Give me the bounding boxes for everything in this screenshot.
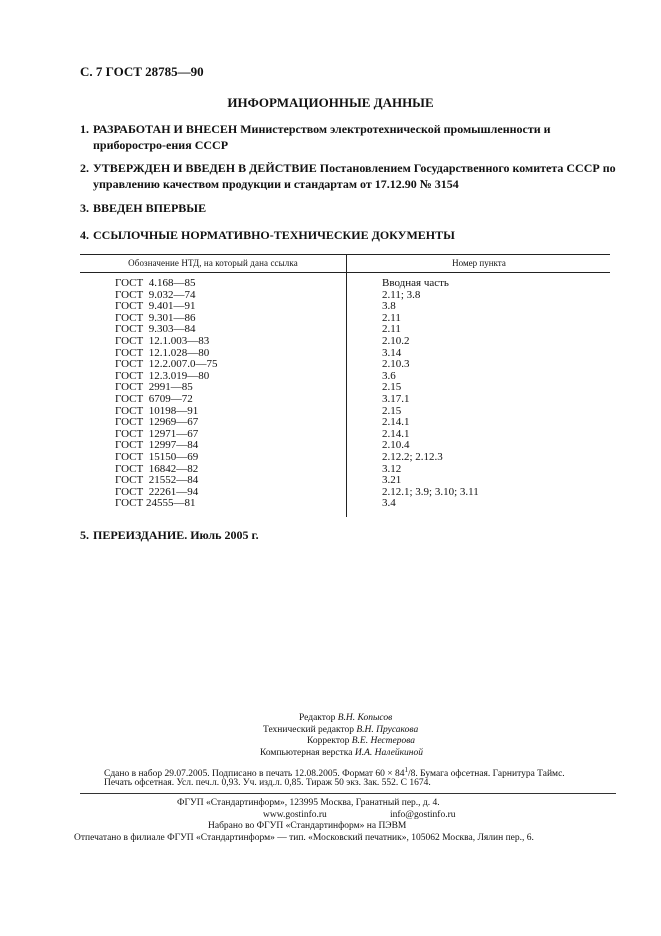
table-body: [80, 273, 610, 510]
item-lead: ВВЕДЕН ВПЕРВЫЕ: [93, 201, 207, 215]
item-lead: УТВЕРЖДЕН И ВВЕДЕН В ДЕЙСТВИЕ: [93, 161, 317, 175]
item-number: 5.: [80, 528, 89, 542]
clause-number: Вводная часть: [382, 277, 449, 289]
credit-layout: [260, 748, 560, 760]
clause-number: 2.12.2; 2.12.3: [382, 450, 443, 463]
clause-number: 2.10.3: [382, 358, 410, 371]
table-row: [80, 498, 610, 510]
credit-role: Компьютерная верстка: [260, 747, 355, 758]
typeset-note: Набрано во ФГУП «Стандартинформ» на ПЭВМ: [208, 821, 407, 831]
document-designation: ГОСТ 9.301—86: [115, 311, 196, 324]
credit-role: Корректор: [307, 736, 352, 746]
document-designation: ГОСТ 9.401—91: [115, 300, 196, 313]
document-designation: ГОСТ 12971—67: [115, 427, 199, 440]
credit-role: Технический редактор: [263, 724, 357, 735]
clause-number: 2.14.1: [382, 427, 410, 440]
credit-tech-editor: [260, 725, 560, 737]
clause-number: 2.11: [382, 323, 401, 336]
publisher-address: ФГУП «Стандартинформ», 123995 Москва, Гранатный пер., д. 4.: [177, 798, 440, 808]
document-designation: ГОСТ 9.303—84: [115, 323, 196, 336]
document-designation: ГОСТ 24555—81: [115, 497, 196, 510]
document-designation: ГОСТ 12.1.003—83: [115, 334, 210, 347]
document-designation: ГОСТ 4.168—85: [115, 277, 196, 289]
column-header-clause: Номер пункта: [452, 258, 506, 268]
publication-text: Сдано в набор 29.07.2005. Подписано в печать 12.08.2005. Формат 60 × 84: [104, 769, 405, 779]
clause-number: 3.4: [382, 497, 396, 510]
reference-table: [80, 254, 610, 510]
info-item-5: [80, 527, 616, 543]
item-lead: РАЗРАБОТАН И ВНЕСЕН: [93, 122, 238, 136]
printed-note: Отпечатано в филиале ФГУП «Стандартинформ» — тип. «Московский печатник», 105062 Москва, Лялин пер., 6.: [74, 832, 534, 843]
publication-text: /8. Бумага офсетная. Гарнитура Таймс.: [408, 769, 565, 779]
clause-number: 3.14: [382, 346, 402, 359]
table-header: [80, 254, 610, 273]
document-designation: ГОСТ 21552—84: [115, 474, 199, 487]
credit-role: Редактор: [299, 713, 338, 723]
credit-editor: [260, 713, 560, 725]
table-row: [80, 452, 610, 464]
item-lead: ПЕРЕИЗДАНИЕ.: [93, 528, 188, 542]
info-item-3: [80, 200, 616, 216]
table-row: [80, 475, 610, 487]
document-designation: ГОСТ 10198—91: [115, 404, 199, 417]
item-lead: ССЫЛОЧНЫЕ НОРМАТИВНО-ТЕХНИЧЕСКИЕ ДОКУМЕНТЫ: [93, 228, 455, 242]
section-title: ИНФОРМАЦИОННЫЕ ДАННЫЕ: [227, 95, 434, 110]
credit-name: В.Н. Прусакова: [356, 724, 419, 735]
clause-number: 2.14.1: [382, 416, 410, 429]
document-designation: ГОСТ 9.032—74: [115, 288, 196, 301]
credit-name: В.Е. Нестерова: [351, 736, 416, 746]
document-designation: ГОСТ 12.3.019—80: [115, 369, 210, 382]
info-item-4: [80, 227, 616, 243]
document-designation: ГОСТ 12.2.007.0—75: [115, 358, 218, 371]
clause-number: 2.15: [382, 381, 402, 394]
info-item-2: [80, 160, 616, 192]
document-designation: ГОСТ 12969—67: [115, 416, 199, 429]
table-row: [80, 417, 610, 429]
document-designation: ГОСТ 12997—84: [115, 439, 199, 452]
item-text: Постановлением Государственного комитета СССР по управлению качеством продукции и стандартам от 17.12.90 № 3154: [93, 161, 616, 191]
clause-number: 3.6: [382, 369, 396, 382]
clause-number: 2.10.4: [382, 439, 410, 452]
item-number: 3.: [80, 201, 89, 215]
document-designation: ГОСТ 12.1.028—80: [115, 346, 210, 359]
table-row: [80, 359, 610, 371]
clause-number: 3.17.1: [382, 392, 410, 405]
publication-line-2: Печать офсетная. Усл. печ.л. 0,93. Уч. изд.л. 0,85. Тираж 50 экз. Зак. 552. С 1674.: [104, 778, 431, 788]
document-designation: ГОСТ 6709—72: [115, 392, 193, 405]
clause-number: 2.12.1; 3.9; 3.10; 3.11: [382, 485, 479, 498]
clause-number: 3.8: [382, 300, 396, 313]
document-designation: ГОСТ 22261—94: [115, 485, 199, 498]
footer-divider: [80, 793, 616, 794]
clause-number: 2.15: [382, 404, 402, 417]
info-item-1: [80, 121, 616, 153]
column-header-document: Обозначение НТД, на который дана ссылка: [128, 258, 298, 268]
publisher-website-link[interactable]: www.gostinfo.ru: [263, 809, 327, 820]
item-number: 1.: [80, 122, 89, 136]
clause-number: 2.11; 3.8: [382, 288, 421, 301]
publication-sup: 1: [404, 766, 409, 774]
credit-corrector: [260, 736, 560, 748]
item-text: Июль 2005 г.: [187, 528, 259, 542]
item-number: 4.: [80, 228, 89, 242]
document-designation: ГОСТ 16842—82: [115, 462, 199, 475]
document-designation: ГОСТ 2991—85: [115, 381, 193, 394]
document-designation: ГОСТ 15150—69: [115, 450, 199, 463]
item-text: Министерством электротехнической промышленности и приборостро-ения СССР: [93, 122, 551, 152]
credit-name: И.А. Налейкиной: [354, 747, 423, 758]
clause-number: 3.12: [382, 462, 402, 475]
clause-number: 3.21: [382, 474, 402, 487]
clause-number: 2.10.2: [382, 334, 410, 347]
table-row: [80, 278, 610, 290]
table-row: [80, 336, 610, 348]
clause-number: 2.11: [382, 311, 401, 324]
table-row: [80, 394, 610, 406]
publisher-email-link[interactable]: info@gostinfo.ru: [390, 809, 456, 820]
page-header: С. 7 ГОСТ 28785—90: [80, 64, 204, 79]
credit-name: В.Н. Копысов: [337, 713, 393, 723]
item-number: 2.: [80, 161, 89, 175]
